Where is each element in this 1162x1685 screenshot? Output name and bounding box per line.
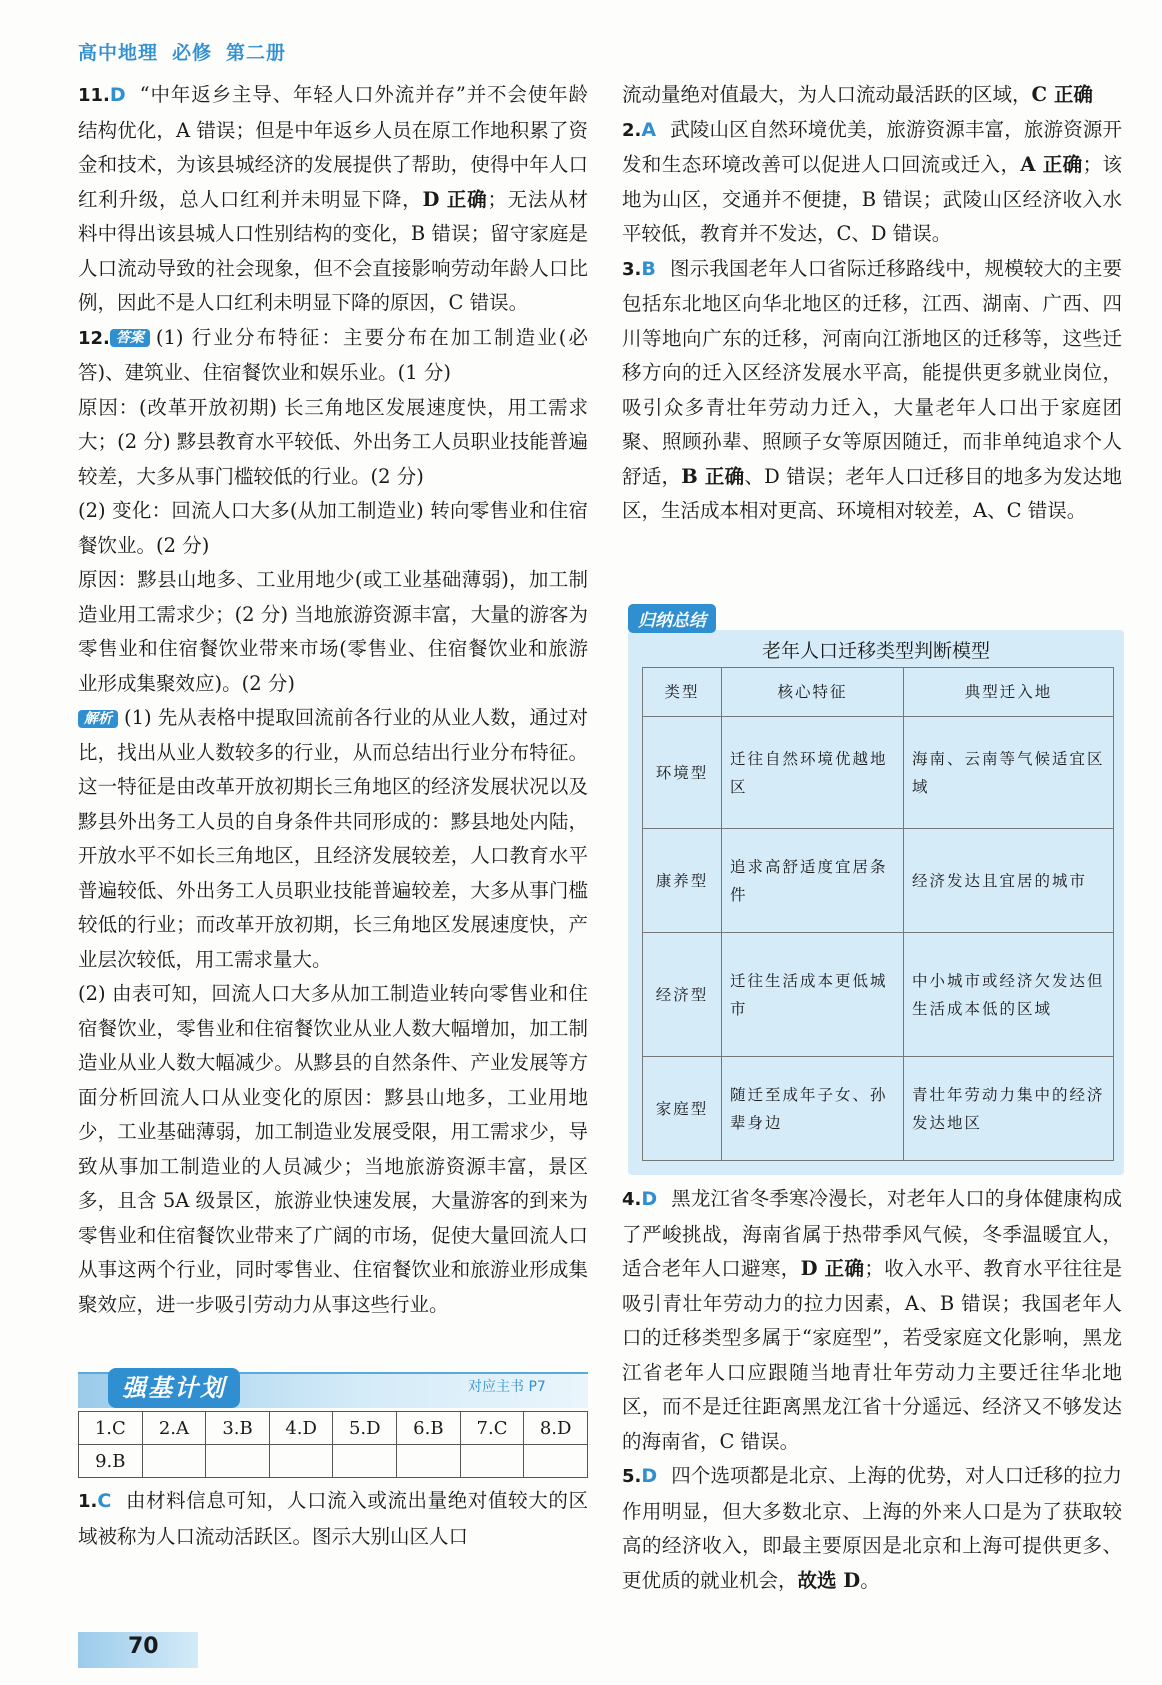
q11-answer: D xyxy=(109,84,126,106)
right-column-bottom xyxy=(622,1182,1122,1598)
q12-explain-2: (2) 由表可知，回流人口大多从加工制造业转向零售业和住宿餐饮业，零售业和住宿餐饮业从业人数大幅增加，加工制造业从业人数大幅减少。从黟县的自然条件、产业发展等方面分析回流人口从业变化的原因：黟县山地多，工业用地少，工业基础薄弱，加工制造业发展受限，用工需求少，导致从事加工制造业的人员减少；当地旅游资源丰富，景区多，且含 5A 级景区，旅游业快速发展，大量游客的到来为零售业和住宿餐饮业带来了广阔的市场，促使大量回流人口从事这两个行业，同时零售业、住宿餐饮业和旅游业形成集聚效应，进一步吸引劳动力从事这些行业。 xyxy=(78,982,588,1316)
header-feature: 核心特征 xyxy=(722,668,904,717)
answer-row xyxy=(79,1445,588,1478)
q12-answer-2: 原因：(改革开放初期) 长三角地区发展速度快，用工需求大；(2 分) 黟县教育水平较低、外出务工人员职业技能普遍较差，大多从事门槛较低的行业。(2 分) xyxy=(78,395,588,488)
q1-continued: 流动量绝对值最大，为人口流动最活跃的区域，C 正确 xyxy=(622,83,1093,106)
answer-cell: 3.B xyxy=(206,1412,270,1445)
q2: 2.A 武陵山区自然环境优美，旅游资源丰富，旅游资源开发和生态环境改善可以促进人口回流或迁入，A 正确；该地为山区，交通并不便捷，B 错误；武陵山区经济收入水平较低，教育并不发达，C、D 错误。 xyxy=(622,117,1122,245)
migration-model-table xyxy=(642,667,1114,1161)
answer-cell: 6.B xyxy=(397,1412,461,1445)
table-row: 环境型 迁往自然环境优越地区 海南、云南等气候适宜区域 xyxy=(643,717,1114,829)
q1-block xyxy=(78,1484,588,1554)
left-column xyxy=(78,78,588,1322)
q4: 4.D 黑龙江省冬季寒冷漫长，对老年人口的身体健康构成了严峻挑战，海南省属于热带季风气候，冬季温暖宜人，适合老年人口避寒，D 正确；收入水平、教育水平往往是吸引青壮年劳动力的拉力因素，A、B 错误；我国老年人口的迁移类型多属于“家庭型”，若受家庭文化影响，黑龙江省老年人口应跟随当地青壮年劳动力主要迁往华北地区，而不是迁往距离黑龙江省十分遥远、经济又不够发达的海南省，C 错误。 xyxy=(622,1187,1122,1453)
q3: 3.B 图示我国老年人口省际迁移路线中，规模较大的主要包括东北地区向华北地区的迁移，江西、湖南、广西、四川等地向广东的迁移，河南向江浙地区的迁移等，这些迁移方向的迁入区经济发展水平高，能提供更多就业岗位，吸引众多青壮年劳动力迁入，大量老年人口出于家庭团聚、照顾孙辈、照顾子女等原因随迁，而非单纯追求个人舒适，B 正确、D 错误；老年人口迁移目的地多为发达地区，生活成本相对更高、环境相对较差，A、C 错误。 xyxy=(622,256,1122,522)
page-number: 70 xyxy=(128,1634,159,1659)
answer-cell: 7.C xyxy=(460,1412,524,1445)
answer-grid xyxy=(78,1411,588,1478)
header-dest: 典型迁入地 xyxy=(904,668,1114,717)
explain-tag: 解析 xyxy=(78,710,118,728)
table-row: 经济型 迁往生活成本更低城市 中小城市或经济欠发达但生活成本低的区域 xyxy=(643,933,1114,1057)
answer-cell: 8.D xyxy=(524,1412,588,1445)
header-subject: 高中地理 xyxy=(78,42,159,64)
answer-cell: 9.B xyxy=(79,1445,143,1478)
q12-answer-3: (2) 变化：回流人口大多(从加工制造业) 转向零售业和住宿餐饮业。(2 分) xyxy=(78,499,588,557)
answer-cell: 1.C xyxy=(79,1412,143,1445)
banner-ref: 对应主书 P7 xyxy=(468,1379,546,1395)
answer-cell: 5.D xyxy=(333,1412,397,1445)
q1: 1.C 由材料信息可知，人口流入或流出量绝对值较大的区域被称为人口流动活跃区。图示大别山区人口 xyxy=(78,1489,588,1548)
answer-row xyxy=(79,1412,588,1445)
summary-title: 老年人口迁移类型判断模型 xyxy=(761,640,990,662)
q12-answer-4: 原因：黟县山地多、工业用地少(或工业基础薄弱)，加工制造业用工需求少；(2 分) 当地旅游资源丰富，大量的游客为零售业和住宿餐饮业带来市场(零售业、住宿餐饮业和旅游业形成集聚效应)。(2 分) xyxy=(78,568,588,695)
answer-cell: 2.A xyxy=(142,1412,206,1445)
header-type: 类型 xyxy=(643,668,722,717)
header-volume: 第二册 xyxy=(226,42,287,64)
answer-tag: 答案 xyxy=(110,329,150,347)
table-row: 家庭型 随迁至成年子女、孙辈身边 青壮年劳动力集中的经济发达地区 xyxy=(643,1057,1114,1161)
header-book: 必修 xyxy=(172,42,213,64)
q5: 5.D 四个选项都是北京、上海的优势，对人口迁移的拉力作用明显，但大多数北京、上海的外来人口是为了获取较高的经济收入，即最主要原因是北京和上海可提供更多、更优质的就业机会，故选 D。 xyxy=(622,1464,1122,1592)
page-header xyxy=(78,38,300,65)
q12-explain-1: 解析 (1) 先从表格中提取回流前各行业的从业人数，通过对比，找出从业人数较多的行业，从而总结出行业分布特征。这一特征是由改革开放初期长三角地区的经济发展状况以及黟县外出务工人员的自身条件共同形成的：黟县地处内陆，开放水平不如长三角地区，且经济发展较差，人口教育水平普遍较低、外出务工人员职业技能普遍较差，大多从事门槛较低的行业；而改革开放初期，长三角地区发展速度快，产业层次较低，用工需求量大。 xyxy=(78,706,588,971)
summary-tag: 归纳总结 xyxy=(628,604,716,633)
right-column-top xyxy=(622,78,1122,529)
answer-cell: 4.D xyxy=(269,1412,333,1445)
banner-title: 强基计划 xyxy=(108,1368,240,1408)
table-header-row xyxy=(643,668,1114,717)
q12-answer-1: 12. 答案 (1) 行业分布特征：主要分布在加工制造业(必答)、建筑业、住宿餐饮业和娱乐业。(1 分) xyxy=(78,325,588,384)
table-row: 康养型 追求高舒适度宜居条件 经济发达且宜居的城市 xyxy=(643,829,1114,933)
q11: 11.D “中年返乡主导、年轻人口外流并存”并不会使年龄结构优化，A 错误；但是中年返乡人员在原工作地积累了资金和技术，为该县城经济的发展提供了帮助，使得中年人口红利升级，总人口红利并未明显下降，D 正确；无法从材料中得出该县城人口性别结构的变化，B 错误；留守家庭是人口流动导致的社会现象，但不会直接影响劳动年龄人口比例，因此不是人口红利未明显下降的原因，C 错误。 xyxy=(78,83,588,314)
